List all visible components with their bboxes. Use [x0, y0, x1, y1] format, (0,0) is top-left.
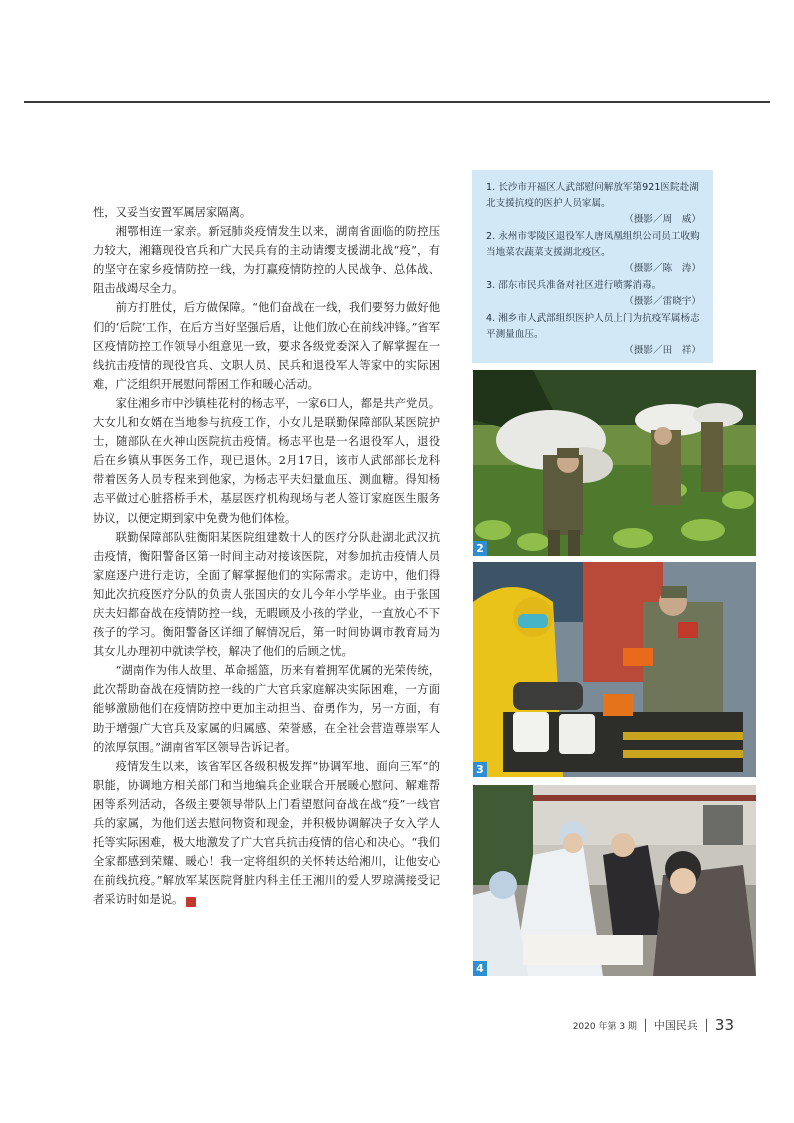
- photo-3-disinfection: [473, 562, 756, 777]
- article-paragraph: 家住湘乡市中沙镇桂花村的杨志平，一家6口人，都是共产党员。大女儿和女婿在当地参与抗疫工作，小女儿是联勤保障部队某医院护士，随部队在火神山医院抗击疫情。杨志平也是一名退役军人，退役后在乡镇从事医务工作，现已退休。2月17日，该市人武部部长龙科带着医务人员专程来到他家，为杨志平夫妇量血压、测血糖。得知杨志平做过心脏搭桥手术，基层医疗机构现场与老人签订家庭医生服务协议，以便定期到家中免费为他们体检。: [93, 396, 440, 525]
- caption-text: 4. 湘乡市人武部组织医护人员上门为抗疫军属杨志平测量血压。: [486, 313, 700, 340]
- footer-divider: [645, 1019, 646, 1032]
- caption-text: 3. 邵东市民兵准备对社区进行喷雾消毒。: [486, 280, 662, 291]
- article-paragraph: 联勤保障部队驻衡阳某医院组建数十人的医疗分队赴湖北武汉抗击疫情，衡阳警备区第一时间主动对接该医院，对参加抗击疫情人员家庭逐户进行走访，全面了解掌握他们的实际需求。走访中，他们得知此次抗疫医疗分队的负责人张国庆的女儿今年小学毕业。由于张国庆夫妇都奋战在疫情防控一线，无暇顾及小孩的学业，一直放心不下孩子的学习。衡阳警备区详细了解情况后，第一时间协调市教育局为其女儿办理初中就读学校，解决了他们的后顾之忧。: [93, 530, 440, 659]
- article-paragraph-last: [93, 757, 440, 910]
- article-paragraph-text: 疫情发生以来，该省军区各级积极发挥“协调军地、面向三军”的职能，协调地方相关部门和当地编兵企业联合开展暖心慰问、解难帮困等系列活动，各级主要领导带队上门看望慰问奋战在战“疫”一线官兵的家属，为他们送去慰问物资和现金，并积极协调解决子女入学人托等实际困难，极大地激发了广大官兵抗击疫情的信心和决心。“我们全家都感到荣耀、暖心！我一定将组织的关怀转达给湘川，让他安心在前线抗疫。”解放军某医院肾脏内科主任王湘川的爱人罗琼满接受记者采访时如是说。: [93, 759, 440, 907]
- photo-number-badge: 4: [473, 961, 487, 976]
- issue-label: 2020 年第 3 期: [572, 1021, 637, 1032]
- end-mark-icon: 军: [186, 897, 196, 907]
- header-rule: [24, 101, 770, 103]
- caption-text: 1. 长沙市开福区人武部慰问解放军第921医院赴湖北支援抗疫的医护人员家属。: [486, 182, 699, 209]
- caption-credit: （摄影／陈 涛）: [624, 263, 701, 274]
- caption-credit: （摄影／周 威）: [624, 214, 701, 225]
- photo-4-blood-pressure: [473, 785, 756, 976]
- caption-credit: （摄影／田 祥）: [624, 345, 701, 356]
- article-paragraph: “湖南作为伟人故里、革命摇篮，历来有着拥军优属的光荣传统，此次帮助奋战在疫情防控一线的广大官兵家庭解决实际困难，一方面能够激励他们在疫情防控中更加主动担当、奋勇作为，另一方面，有助于增强广大官兵及家属的归属感、荣誉感，在全社会营造尊崇军人的浓厚氛围。”湖南省军区领导告诉记者。: [93, 664, 440, 754]
- photo-3-image: [473, 562, 756, 777]
- photo-2-vegetable-field: [473, 370, 756, 556]
- caption-4: [486, 311, 701, 359]
- photo-number-badge: 2: [473, 541, 487, 556]
- photo-4-image: [473, 785, 756, 976]
- caption-3: [486, 278, 701, 310]
- photo-number-badge: 3: [473, 762, 487, 777]
- footer-divider: [706, 1019, 707, 1032]
- article-paragraph: 前方打胜仗，后方做保障。“他们奋战在一线，我们要努力做好他们的‘后院’工作，在后方当好坚强后盾，让他们放心在前线冲锋。”省军区疫情防控工作领导小组意见一致，要求各级党委深入了解掌握在一线抗击疫情的现役官兵、文职人员、民兵和退役军人等家中的实际困难，广泛组织开展慰问帮困工作和暖心活动。: [93, 301, 440, 391]
- photo-2-image: [473, 370, 756, 556]
- page-footer: [573, 1016, 734, 1034]
- caption-credit: （摄影／雷晓宇）: [624, 296, 701, 307]
- page-number: 33: [714, 1016, 734, 1034]
- article-paragraph: 湘鄂相连一家亲。新冠肺炎疫情发生以来，湖南省面临的防控压力较大，湘籍现役官兵和广大民兵有的主动请缨支援湖北战“疫”，有的坚守在家乡疫情防控一线，为打赢疫情防控的人民战争、总体战、阻击战竭尽全力。: [93, 225, 440, 296]
- caption-2: [486, 229, 701, 277]
- caption-1: [486, 180, 701, 228]
- caption-text: 2. 永州市零陵区退役军人唐凤凰组织公司员工收购当地菜农蔬菜支援湖北疫区。: [486, 231, 700, 258]
- photo-captions-box: [472, 170, 713, 363]
- article-paragraph: 性，又妥当安置军属居家隔离。: [93, 206, 252, 219]
- article-body: [93, 203, 440, 909]
- magazine-name: 中国民兵: [653, 1019, 698, 1032]
